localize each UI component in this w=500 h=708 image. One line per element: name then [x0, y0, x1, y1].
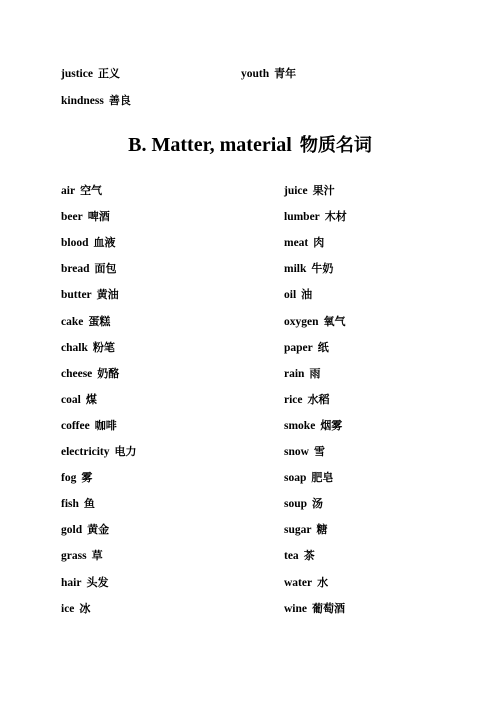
word-entry [61, 210, 110, 224]
chinese-translation: 茶 [303, 549, 315, 563]
chinese-translation: 雪 [313, 445, 325, 458]
english-word: water [284, 576, 313, 589]
word-entry [61, 94, 131, 108]
chinese-translation: 水稻 [307, 392, 330, 406]
word-entry [61, 471, 92, 485]
chinese-translation: 啤酒 [87, 210, 110, 224]
english-word: oil [284, 289, 297, 302]
english-word: cheese [61, 367, 93, 380]
chinese-translation: 黄金 [87, 523, 110, 537]
word-entry [61, 367, 119, 381]
word-entry [284, 262, 333, 276]
word-entry [61, 393, 97, 407]
english-word: grass [61, 550, 87, 563]
english-word: butter [61, 289, 92, 302]
word-entry [61, 576, 108, 590]
word-entry [61, 497, 95, 511]
chinese-translation: 善良 [108, 94, 131, 107]
chinese-translation: 纸 [317, 340, 329, 354]
chinese-translation: 木材 [324, 210, 347, 224]
chinese-translation: 肥皂 [311, 471, 334, 485]
word-entry [61, 184, 102, 198]
chinese-translation: 果汁 [312, 184, 335, 197]
word-entry [284, 236, 324, 250]
english-word: chalk [61, 341, 88, 354]
word-entry [284, 315, 346, 329]
word-entry [284, 471, 333, 485]
chinese-translation: 煤 [85, 392, 97, 406]
english-word: blood [61, 237, 89, 250]
english-word: electricity [61, 446, 110, 458]
section-heading [0, 132, 500, 159]
chinese-translation: 蛋糕 [88, 314, 111, 328]
word-entry [61, 288, 119, 302]
chinese-translation: 雨 [309, 366, 321, 380]
english-word: cake [61, 315, 84, 328]
chinese-translation: 空气 [80, 184, 103, 197]
word-entry [284, 341, 329, 355]
english-word: fog [61, 472, 77, 485]
english-word: milk [284, 263, 307, 276]
english-word: wine [284, 602, 307, 615]
word-entry [61, 445, 137, 459]
chinese-translation: 鱼 [83, 497, 95, 511]
english-word: meat [284, 237, 309, 250]
chinese-translation: 葡萄酒 [312, 601, 345, 615]
chinese-translation: 汤 [312, 497, 324, 511]
word-entry [61, 549, 103, 563]
word-entry [284, 549, 315, 563]
word-entry [61, 602, 90, 616]
chinese-translation: 烟雾 [320, 418, 343, 432]
english-word: rice [284, 393, 303, 406]
english-word: tea [284, 550, 299, 563]
chinese-translation: 氧气 [323, 314, 346, 328]
english-word: sugar [284, 524, 312, 537]
word-entry [284, 393, 330, 407]
word-entry [61, 262, 117, 276]
word-entry [284, 523, 327, 537]
word-entry [284, 445, 325, 459]
word-entry [61, 341, 115, 355]
english-word: ice [61, 602, 75, 615]
english-word: paper [284, 341, 313, 354]
chinese-translation: 油 [301, 288, 313, 302]
english-word: fish [61, 498, 79, 511]
chinese-translation: 粉笔 [92, 340, 115, 354]
section-title-english: B. Matter, material [128, 134, 292, 156]
chinese-translation: 肉 [313, 236, 325, 250]
english-word: rain [284, 367, 305, 380]
english-word: bread [61, 263, 90, 276]
chinese-translation: 奶酪 [97, 366, 120, 380]
word-entry [284, 602, 345, 616]
word-entry [284, 576, 328, 590]
word-entry [61, 523, 109, 537]
english-word: hair [61, 576, 82, 589]
word-entry [284, 288, 312, 302]
chinese-translation: 电力 [114, 445, 137, 458]
word-entry [61, 315, 110, 329]
english-word: coffee [61, 419, 90, 432]
chinese-translation: 血液 [93, 236, 116, 250]
word-entry [284, 184, 335, 198]
english-word: smoke [284, 419, 316, 432]
chinese-translation: 牛奶 [311, 262, 334, 276]
word-entry [61, 419, 117, 433]
chinese-translation: 咖啡 [94, 418, 117, 432]
chinese-translation: 水 [317, 575, 329, 589]
word-entry [284, 367, 320, 381]
section-title-chinese: 物质名词 [299, 135, 372, 156]
chinese-translation: 冰 [79, 601, 91, 615]
chinese-translation: 糖 [316, 523, 328, 537]
chinese-translation: 正义 [97, 67, 120, 80]
english-word: beer [61, 211, 83, 224]
english-word: youth [241, 68, 270, 80]
english-word: gold [61, 524, 83, 537]
english-word: juice [284, 185, 308, 197]
english-word: coal [61, 393, 81, 406]
word-entry [284, 419, 342, 433]
word-entry [241, 67, 296, 81]
english-word: air [61, 185, 76, 197]
chinese-translation: 雾 [81, 471, 93, 485]
word-entry [61, 67, 120, 81]
word-entry [61, 236, 116, 250]
english-word: soup [284, 498, 308, 511]
english-word: soap [284, 472, 307, 485]
word-entry [284, 210, 347, 224]
english-word: lumber [284, 211, 320, 224]
english-word: oxygen [284, 315, 319, 328]
chinese-translation: 头发 [86, 575, 109, 589]
english-word: snow [284, 446, 309, 458]
chinese-translation: 青年 [274, 67, 297, 80]
english-word: kindness [61, 95, 104, 107]
chinese-translation: 黄油 [96, 288, 119, 302]
chinese-translation: 草 [91, 549, 103, 563]
word-entry [284, 497, 323, 511]
english-word: justice [61, 68, 93, 80]
chinese-translation: 面包 [94, 262, 117, 276]
